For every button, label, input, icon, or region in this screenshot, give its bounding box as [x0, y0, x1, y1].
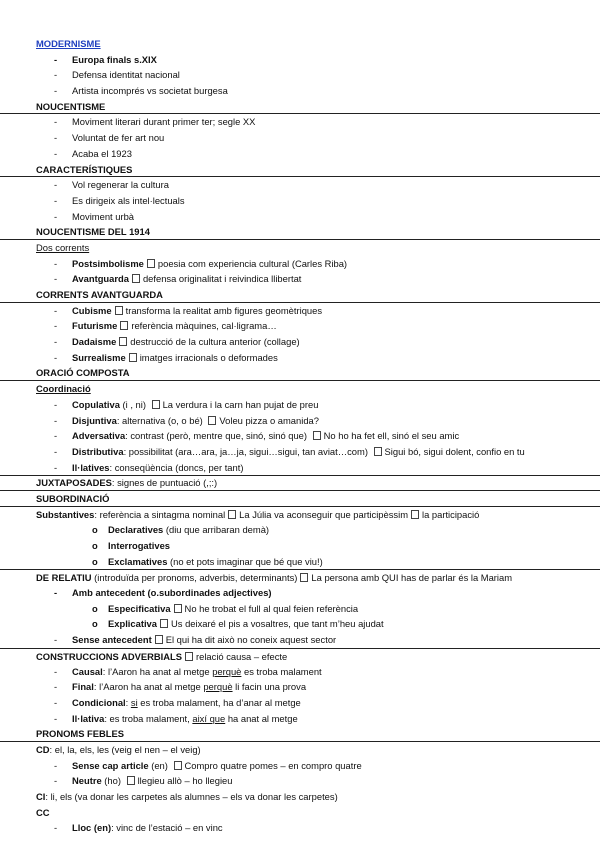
arrow-box-icon	[132, 274, 140, 283]
arrow-box-icon	[411, 510, 419, 519]
list-item: - Es dirigeix als intel·lectuals	[0, 193, 600, 209]
dash-bullet: -	[54, 759, 58, 771]
list-item: - Voluntat de fer art nou	[0, 130, 600, 146]
arrow-box-icon	[129, 353, 137, 362]
dash-bullet: -	[54, 430, 58, 442]
section-title-oracio-composta: ORACIÓ COMPOSTA	[0, 365, 600, 381]
dash-bullet: -	[54, 445, 58, 457]
substantives-line: Substantives: referència a sintagma nominal La Júlia va aconseguir que participèssim la participació	[36, 508, 480, 520]
cc-line: CC	[36, 806, 50, 818]
circle-bullet: o	[92, 618, 98, 630]
list-item: o Especificativa No he trobat el full al qual feien referència	[0, 601, 600, 617]
list-item: - Neutre (ho) llegieu allò – ho llegieu	[0, 773, 600, 789]
list-item: o Interrogatives	[0, 538, 600, 554]
dash-bullet: -	[54, 320, 58, 332]
arrow-box-icon	[208, 416, 216, 425]
arrow-box-icon	[185, 652, 193, 661]
dash-bullet: -	[54, 461, 58, 473]
section-title-noucentisme: NOUCENTISME	[0, 99, 600, 115]
document-page	[0, 36, 600, 836]
subheading-dos-corrents: Dos corrents	[36, 241, 90, 253]
list-item: - Moviment urbà	[0, 209, 600, 225]
list-item: - Final: l’Aaron ha anat al metge perquè li facin una prova	[0, 679, 600, 695]
circle-bullet: o	[92, 540, 98, 551]
list-item: - Causal: l’Aaron ha anat al metge perquè es troba malament	[0, 664, 600, 680]
list-item: - Cubisme transforma la realitat amb figures geomètriques	[0, 303, 600, 319]
list-item: - Futurisme referència màquines, cal·ligrama…	[0, 318, 600, 334]
dash-bullet: -	[54, 398, 58, 410]
arrow-box-icon	[119, 337, 127, 346]
dash-bullet: -	[54, 132, 58, 144]
dash-bullet: -	[54, 179, 58, 191]
list-item: - Copulativa (i , ni) La verdura i la carn han pujat de preu	[0, 397, 600, 413]
dash-bullet: -	[54, 587, 58, 599]
list-item: - Il·latives: conseqüència (doncs, per tant)	[0, 460, 600, 476]
list-item: - Europa finals s.XIX	[0, 52, 600, 68]
dash-bullet: -	[54, 351, 58, 363]
arrow-box-icon	[160, 619, 168, 628]
dash-bullet: -	[54, 257, 58, 269]
list-item: - Postsimbolisme poesia com experiencia cultural (Carles Riba)	[0, 256, 600, 272]
list-item: - Artista incomprés vs societat burgesa	[0, 83, 600, 99]
arrow-box-icon	[313, 431, 321, 440]
list-item: - Sense cap article (en) Compro quatre pomes – en compro quatre	[0, 758, 600, 774]
list-item: - Surrealisme imatges irracionals o deformades	[0, 350, 600, 366]
list-item: - Sense antecedent El qui ha dit això no coneix aquest sector	[0, 632, 600, 648]
dash-bullet: -	[54, 210, 58, 222]
list-item: - Dadaisme destrucció de la cultura anterior (collage)	[0, 334, 600, 350]
dash-bullet: -	[54, 116, 58, 128]
list-item: - Distributiva: possibilitat (ara…ara, ja…ja, sigui…sigui, tan aviat…com) Sigui bó, sigui dolent, confio en tu	[0, 444, 600, 460]
arrow-box-icon	[115, 306, 123, 315]
list-item: - Defensa identitat nacional	[0, 67, 600, 83]
circle-bullet: o	[92, 555, 98, 567]
dash-bullet: -	[54, 147, 58, 159]
dash-bullet: -	[54, 665, 58, 677]
section-title-noucentisme-1914: NOUCENTISME DEL 1914	[0, 224, 600, 240]
list-item: - Acaba el 1923	[0, 146, 600, 162]
dash-bullet: -	[54, 712, 58, 724]
dash-bullet: -	[54, 822, 58, 834]
list-item: - Lloc (en): vinc de l’estació – en vinc	[0, 820, 600, 836]
dash-bullet: -	[54, 273, 58, 285]
list-item: - Avantguarda defensa originalitat i reivindica llibertat	[0, 271, 600, 287]
arrow-box-icon	[228, 510, 236, 519]
section-title-modernisme[interactable]: MODERNISME	[36, 38, 101, 49]
subheading-coordinacio: Coordinació	[36, 383, 91, 395]
dash-bullet: -	[54, 634, 58, 646]
list-item: - Condicional: si es troba malament, ha d’anar al metge	[0, 695, 600, 711]
dash-bullet: -	[54, 336, 58, 348]
arrow-box-icon	[120, 321, 128, 330]
circle-bullet: o	[92, 524, 98, 536]
dash-bullet: -	[54, 775, 58, 787]
arrow-box-icon	[374, 447, 382, 456]
dash-bullet: -	[54, 414, 58, 426]
list-item: - Adversativa: contrast (però, mentre que, sinó, sinó que) No ho ha fet ell, sinó el seu amic	[0, 428, 600, 444]
list-item: - Vol regenerar la cultura	[0, 177, 600, 193]
ci-line: CI: li, els (va donar les carpetes als alumnes – els va donar les carpetes)	[36, 791, 338, 802]
section-title-avantguarda: CORRENTS AVANTGUARDA	[0, 287, 600, 303]
de-relatiu-line: DE RELATIU (introduïda per pronoms, adverbis, determinants) La persona amb QUI has de parlar és la Mariam	[0, 569, 600, 585]
section-title-caracteristiques: CARACTERÍSTIQUES	[0, 162, 600, 178]
section-title-pronoms-febles: PRONOMS FEBLES	[0, 726, 600, 742]
arrow-box-icon	[127, 776, 135, 785]
arrow-box-icon	[147, 259, 155, 268]
dash-bullet: -	[54, 69, 58, 81]
juxtaposades-line: JUXTAPOSADES: signes de puntuació (,;:)	[0, 475, 600, 491]
dash-bullet: -	[54, 304, 58, 316]
list-item: - Il·lativa: es troba malament, així que ha anat al metge	[0, 711, 600, 727]
dash-bullet: -	[54, 194, 58, 206]
list-item: o Declaratives (diu que arribaran demà)	[0, 522, 600, 538]
arrow-box-icon	[155, 635, 163, 644]
arrow-box-icon	[174, 604, 182, 613]
arrow-box-icon	[174, 761, 182, 770]
arrow-box-icon	[300, 573, 308, 582]
list-item: - Disjuntiva: alternativa (o, o bé) Voleu pizza o amanida?	[0, 413, 600, 429]
dash-bullet: -	[54, 696, 58, 708]
list-item: o Exclamatives (no et pots imaginar que bé que viu!)	[0, 554, 600, 570]
dash-bullet: -	[54, 53, 58, 65]
list-item: - Moviment literari durant primer ter; segle XX	[0, 114, 600, 130]
arrow-box-icon	[152, 400, 160, 409]
list-item: - Amb antecedent (o.subordinades adjectives)	[0, 585, 600, 601]
list-item: o Explicativa Us deixaré el pis a vosaltres, que tant m’heu ajudat	[0, 616, 600, 632]
cd-line: CD: el, la, els, les (veig el nen – el veig)	[36, 743, 201, 755]
dash-bullet: -	[54, 681, 58, 693]
dash-bullet: -	[54, 85, 58, 97]
circle-bullet: o	[92, 602, 98, 614]
section-title-subordinacio: SUBORDINACIÓ	[0, 491, 600, 507]
section-title-adverbials: CONSTRUCCIONS ADVERBIALS relació causa – efecte	[0, 648, 600, 664]
